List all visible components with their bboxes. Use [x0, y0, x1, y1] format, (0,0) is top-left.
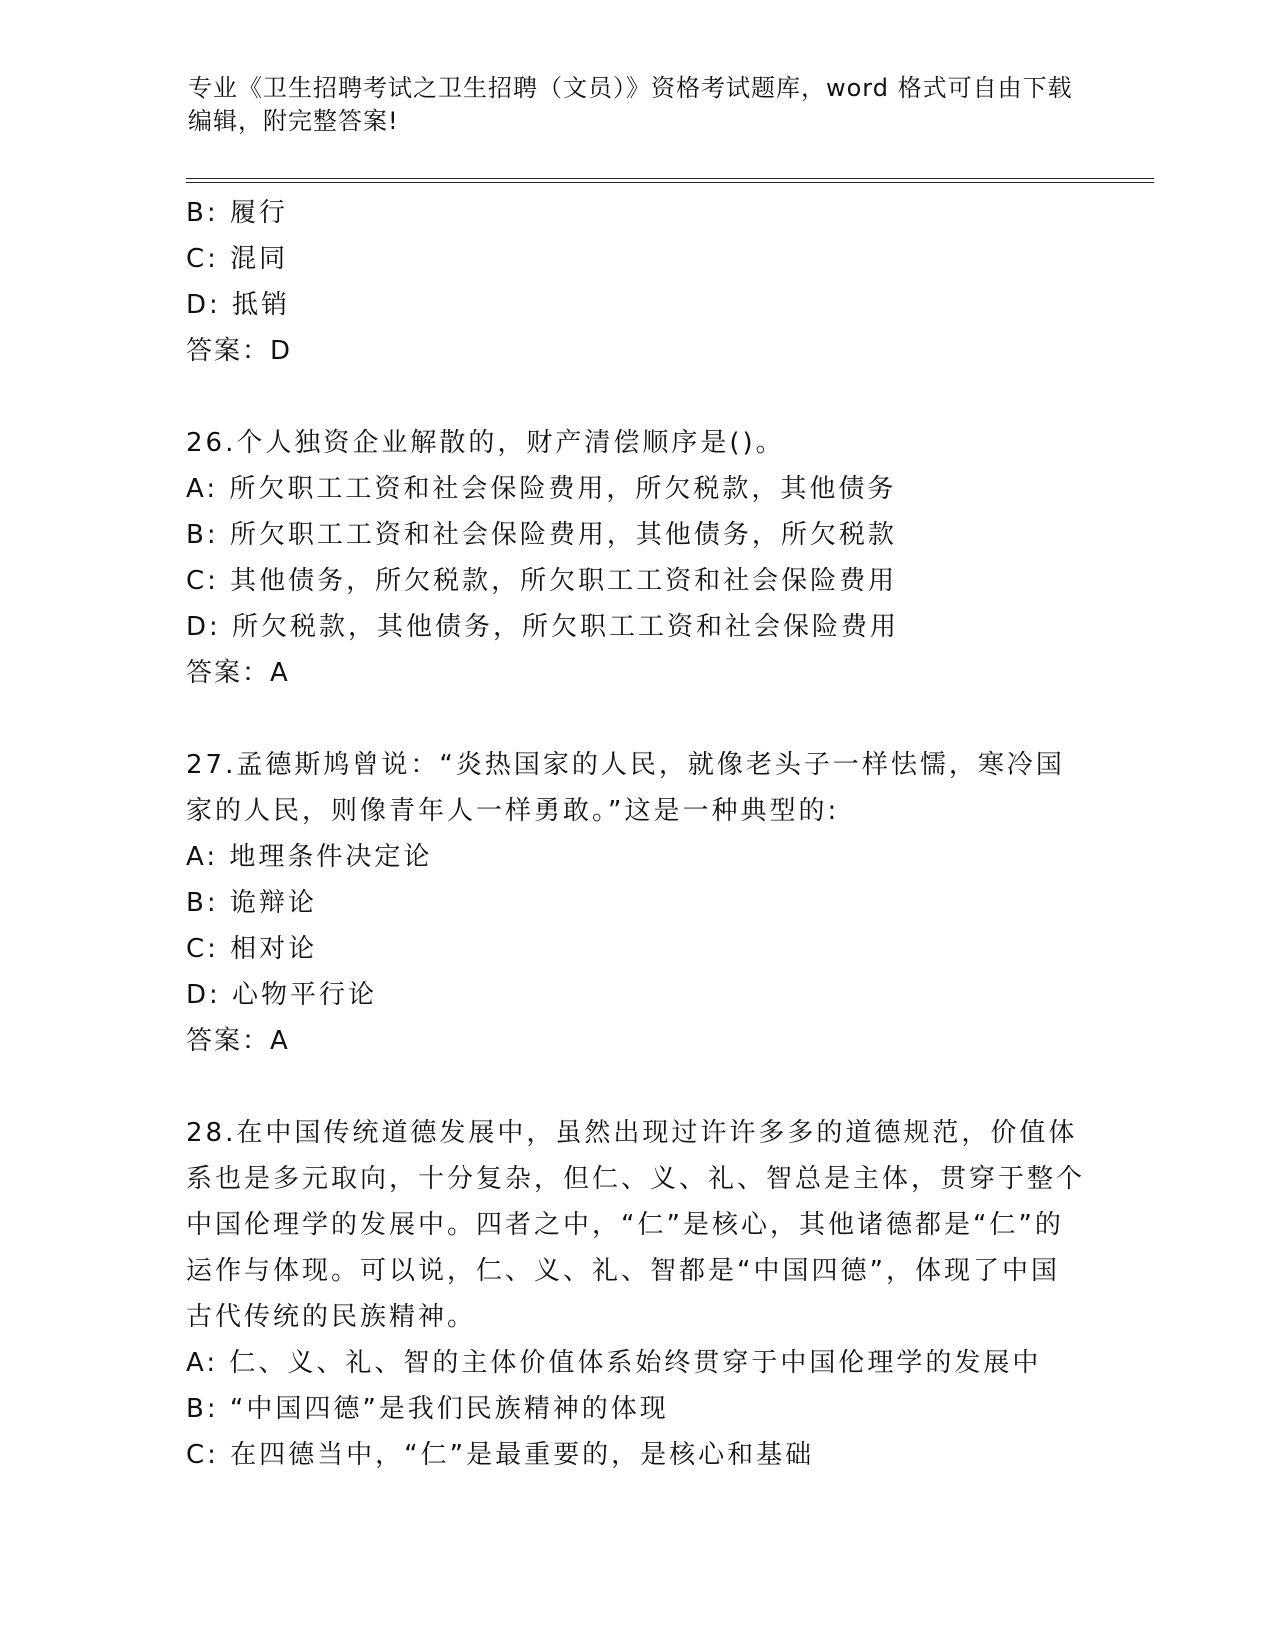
spacer	[186, 696, 1086, 742]
option-d: D: 心物平行论	[186, 980, 378, 1010]
question-stem: 28.在中国传统道德发展中，虽然出现过许许多多的道德规范，价值体系也是多元取向，十分复杂，但仁、义、礼、智总是主体，贯穿于整个中国伦理学的发展中。四者之中，“仁”是核心，其他诸德都是“仁”的运作与体现。可以说，仁、义、礼、智都是“中国四德”，体现了中国古代传统的民族精神。	[186, 1118, 1086, 1332]
spacer	[186, 374, 1086, 420]
option-c: C: 混同	[186, 244, 289, 274]
spacer	[186, 1064, 1086, 1110]
option-a: A: 仁、义、礼、智的主体价值体系始终贯穿于中国伦理学的发展中	[186, 1348, 1042, 1378]
answer-label: 答案：D	[186, 336, 293, 366]
header-rule-bottom	[186, 182, 1154, 183]
option-d: D: 所欠税款，其他债务，所欠职工工资和社会保险费用	[186, 612, 900, 642]
answer-label: 答案：A	[186, 658, 290, 688]
answer-label: 答案：A	[186, 1026, 290, 1056]
question-list	[186, 190, 1086, 1478]
option-c: C: 相对论	[186, 934, 318, 964]
option-d: D: 抵销	[186, 290, 291, 320]
option-c: C: 其他债务，所欠税款，所欠职工工资和社会保险费用	[186, 566, 898, 596]
question-25-continued	[186, 190, 1086, 374]
option-c: C: 在四德当中，“仁”是最重要的，是核心和基础	[186, 1440, 815, 1470]
question-28	[186, 1110, 1086, 1478]
option-b: B: “中国四德”是我们民族精神的体现	[186, 1394, 669, 1424]
option-b: B: 所欠职工工资和社会保险费用，其他债务，所欠税款	[186, 520, 897, 550]
question-27	[186, 742, 1086, 1064]
option-a: A: 地理条件决定论	[186, 842, 433, 872]
option-b: B: 诡辩论	[186, 888, 317, 918]
option-b: B: 履行	[186, 198, 288, 228]
question-stem: 26.个人独资企业解散的，财产清偿顺序是()。	[186, 428, 785, 458]
document-header	[188, 72, 1088, 138]
header-rule-top	[186, 178, 1154, 179]
question-26	[186, 420, 1086, 696]
header-line-1: 专业《卫生招聘考试之卫生招聘（文员）》资格考试题库，word 格式可自由下载	[188, 74, 1073, 102]
option-a: A: 所欠职工工资和社会保险费用，所欠税款，其他债务	[186, 474, 897, 504]
question-stem: 27.孟德斯鸠曾说：“炎热国家的人民，就像老头子一样怯懦，寒冷国家的人民，则像青年人一样勇敢。”这是一种典型的:	[186, 750, 1065, 826]
header-line-2: 编辑，附完整答案!	[188, 107, 399, 135]
